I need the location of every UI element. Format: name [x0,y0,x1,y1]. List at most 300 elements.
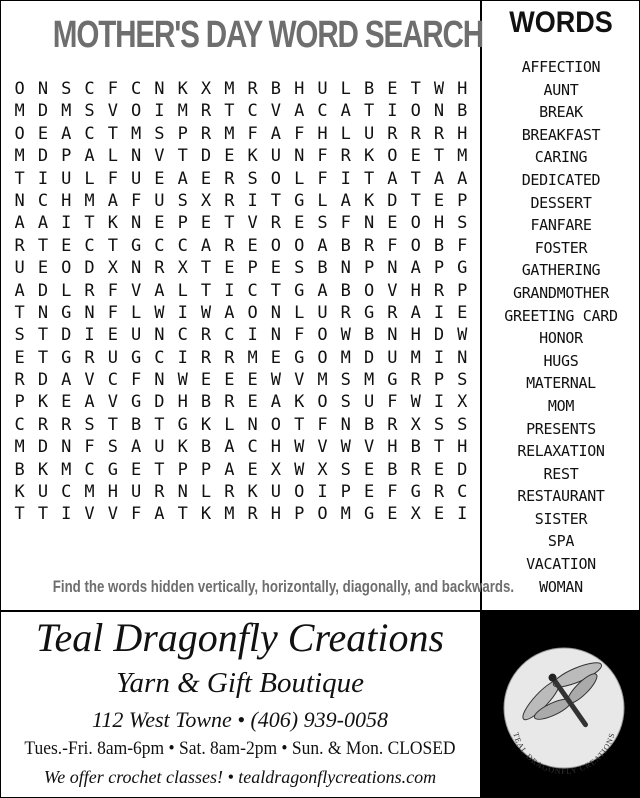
grid-letter: X [317,459,328,480]
grid-letter: M [224,123,235,144]
grid-letter: K [247,482,258,503]
grid-letter: N [84,302,95,323]
grid-letter: M [224,79,235,99]
grid-letter: O [317,392,328,413]
grid-letter: N [270,325,282,346]
grid-letter: E [154,168,165,189]
word-list-item: GATHERING [521,261,601,280]
grid-row [8,369,474,391]
grid-letter: R [340,146,351,167]
grid-letter: A [154,280,165,301]
grid-letter: V [317,437,328,458]
grid-letter: L [131,302,142,323]
grid-letter: E [270,347,282,368]
grid-letter: E [224,258,235,279]
grid-letter: M [247,347,258,368]
grid-letter: R [410,370,421,391]
grid-letter: A [154,504,165,525]
grid-letter: N [387,258,398,279]
grid-letter: A [340,101,351,122]
grid-letter: G [177,414,188,435]
grid-letter: N [61,437,72,458]
grid-letter: N [363,213,375,234]
grid-letter: P [294,504,305,525]
grid-letter: G [363,504,375,525]
grid-letter: E [433,459,445,480]
word-list-item: DEDICATED [521,170,601,189]
grid-letter: A [317,280,328,301]
grid-letter: O [270,235,282,256]
grid-letter: N [154,79,165,99]
grid-letter: O [270,168,282,189]
grid-letter: B [131,414,142,435]
grid-letter: D [37,370,49,391]
grid-letter: P [363,258,375,279]
grid-letter: D [200,146,212,167]
grid-letter: O [387,146,398,167]
grid-letter: I [154,101,165,122]
word-list-item: GREETING CARD [504,306,618,325]
grid-letter: T [270,280,282,301]
grid-letter: N [131,213,142,234]
grid-letter: P [200,459,212,480]
grid-letter: R [200,325,212,346]
grid-letter: D [61,325,72,346]
word-list-item: GRANDMOTHER [512,283,610,302]
grid-letter: V [131,280,142,301]
grid-row [8,436,474,458]
grid-letter: S [107,437,118,458]
grid-letter: M [84,190,95,211]
grid-letter: V [84,370,95,391]
grid-letter: G [131,392,142,413]
grid-letter: T [37,504,49,525]
grid-letter: U [270,146,282,167]
grid-letter: K [177,437,188,458]
grid-letter: S [154,123,165,144]
grid-letter: V [270,101,282,122]
grid-letter: T [154,414,165,435]
grid-letter: T [200,280,212,301]
grid-letter: F [131,370,142,391]
grid-letter: A [317,235,328,256]
grid-letter: K [107,213,118,234]
word-list-item: FOSTER [534,238,588,257]
grid-letter: D [363,347,375,368]
grid-letter: T [410,79,421,99]
grid-row [8,78,474,100]
grid-letter: P [457,280,468,301]
grid-row [8,212,474,234]
grid-letter: E [247,370,258,391]
grid-letter: P [177,123,188,144]
grid-letter: L [317,190,328,211]
grid-letter: P [61,146,72,167]
grid-letter: O [363,280,375,301]
grid-letter: T [270,190,282,211]
grid-letter: F [387,235,398,256]
grid-letter: H [270,437,282,458]
grid-letter: T [363,168,375,189]
grid-letter: N [433,101,445,122]
grid-letter: N [14,190,25,211]
grid-letter: T [84,213,95,234]
grid-letter: E [363,482,375,503]
grid-letter: I [317,482,328,503]
grid-letter: L [200,482,212,503]
instructions-text: Find the words hidden vertically, horizontally, diagonally, and backwards. [52,577,515,596]
grid-letter: M [14,437,25,458]
grid-letter: C [154,347,165,368]
grid-letter: X [200,190,212,211]
grid-letter: C [317,101,328,122]
word-list-item: AUNT [543,80,579,99]
grid-letter: M [131,123,142,144]
grid-letter: W [340,437,351,458]
grid-letter: N [457,347,468,368]
grid-letter: W [177,370,188,391]
grid-letter: W [154,302,165,323]
grid-letter: O [294,235,305,256]
grid-letter: U [131,168,142,189]
grid-letter: X [177,258,188,279]
grid-letter: R [410,123,421,144]
grid-letter: I [84,325,95,346]
grid-letter: U [317,79,328,99]
grid-letter: B [410,437,421,458]
grid-letter: F [294,325,305,346]
grid-letter: R [224,190,235,211]
grid-row [8,347,474,369]
grid-letter: A [457,168,468,189]
shop-address: 112 West Towne • (406) 939-0058 [92,707,388,732]
grid-letter: C [84,79,95,99]
grid-letter: M [84,482,95,503]
grid-letter: W [433,79,445,99]
grid-letter: F [457,235,468,256]
grid-letter: K [177,79,188,99]
grid-letter: F [387,392,398,413]
grid-letter: W [200,302,212,323]
grid-letter: T [224,213,235,234]
grid-letter: C [37,190,49,211]
grid-letter: U [154,437,165,458]
grid-letter: O [131,101,142,122]
grid-letter: I [457,504,468,525]
grid-row [8,414,474,436]
grid-letter: O [14,123,25,144]
grid-letter: B [363,325,375,346]
grid-letter: A [14,280,25,301]
grid-letter: I [61,213,72,234]
grid-letter: P [340,482,351,503]
grid-letter: E [107,325,118,346]
grid-letter: T [37,325,49,346]
grid-letter: F [84,437,95,458]
grid-letter: R [200,101,212,122]
word-list-item: HONOR [539,329,583,348]
grid-letter: B [200,392,212,413]
word-list-item: FANFARE [530,216,592,235]
grid-letter: C [457,482,468,503]
grid-letter: X [410,504,421,525]
grid-letter: R [84,347,95,368]
grid-letter: E [154,213,165,234]
grid-letter: K [247,146,258,167]
word-list-item: VACATION [526,555,596,574]
grid-letter: K [200,504,212,525]
grid-letter: L [107,146,118,167]
grid-letter: E [433,190,445,211]
grid-letter: O [410,235,421,256]
grid-letter: H [177,392,188,413]
grid-letter: V [154,146,165,167]
grid-letter: S [247,168,258,189]
grid-letter: U [387,347,398,368]
grid-letter: L [294,168,305,189]
grid-letter: L [177,280,188,301]
grid-letter: O [317,325,328,346]
grid-letter: E [457,302,468,323]
grid-letter: A [131,437,142,458]
grid-letter: B [433,235,445,256]
grid-letter: S [457,370,468,391]
grid-letter: B [340,280,351,301]
word-list-item: SPA [547,532,575,551]
grid-letter: H [433,213,445,234]
grid-letter: G [107,459,118,480]
grid-letter: D [457,459,468,480]
grid-letter: O [14,79,25,99]
grid-letter: A [84,146,95,167]
grid-letter: A [107,190,118,211]
grid-letter: A [294,101,305,122]
grid-letter: P [177,459,188,480]
grid-letter: W [294,437,305,458]
grid-letter: T [433,146,445,167]
grid-letter: C [131,79,142,99]
grid-letter: L [340,123,351,144]
grid-letter: G [61,302,72,323]
grid-letter: G [61,347,72,368]
grid-letter: D [387,190,398,211]
grid-letter: X [270,459,282,480]
grid-letter: I [247,325,258,346]
grid-letter: E [200,168,212,189]
grid-letter: N [340,414,351,435]
advertisement [0,612,482,798]
grid-letter: E [131,459,142,480]
grid-letter: C [247,101,258,122]
grid-letter: G [363,302,375,323]
grid-letter: U [363,123,375,144]
grid-letter: A [177,168,188,189]
grid-row [8,459,474,481]
grid-letter: D [37,437,49,458]
grid-letter: T [177,146,188,167]
grid-letter: T [107,123,118,144]
grid-letter: H [410,280,421,301]
grid-letter: H [457,79,468,99]
grid-letter: R [154,258,165,279]
grid-letter: B [270,79,282,99]
grid-row [8,481,474,503]
grid-letter: T [224,101,235,122]
grid-letter: R [340,302,351,323]
grid-letter: R [14,235,25,256]
grid-letter: R [433,123,445,144]
grid-letter: T [107,235,118,256]
grid-letter: T [410,190,421,211]
grid-letter: C [107,370,118,391]
grid-letter: T [154,459,165,480]
grid-letter: N [294,146,305,167]
grid-letter: G [294,190,305,211]
grid-letter: E [247,459,258,480]
grid-letter: E [433,504,445,525]
grid-letter: V [84,504,95,525]
grid-letter: F [294,123,305,144]
grid-letter: F [107,302,118,323]
grid-letter: N [37,302,49,323]
grid-letter: R [224,168,235,189]
shop-hours: Tues.-Fri. 8am-6pm • Sat. 8am-2pm • Sun. & Mon. CLOSED [24,738,456,759]
grid-letter: R [247,79,258,99]
grid-row [8,235,474,257]
grid-letter: D [433,325,445,346]
grid-letter: D [37,101,49,122]
grid-letter: I [37,168,49,189]
grid-letter: U [270,482,282,503]
grid-letter: R [84,280,95,301]
grid-letter: O [317,504,328,525]
grid-letter: U [363,392,375,413]
grid-letter: N [131,146,142,167]
grid-letter: C [84,459,95,480]
grid-letter: N [154,325,165,346]
grid-letter: X [457,392,468,413]
grid-letter: R [61,414,72,435]
grid-letter: G [457,258,468,279]
grid-letter: U [131,325,142,346]
word-list-item: MOM [547,396,575,415]
grid-letter: K [363,146,375,167]
grid-letter: M [61,101,72,122]
grid-letter: X [410,414,421,435]
grid-letter: R [200,123,212,144]
grid-letter: U [131,482,142,503]
grid-letter: B [200,437,212,458]
grid-letter: H [457,437,468,458]
grid-letter: M [14,146,25,167]
grid-letter: E [37,123,49,144]
grid-letter: H [387,437,398,458]
grid-letter: L [340,79,351,99]
grid-letter: F [340,213,351,234]
grid-letter: E [387,504,398,525]
grid-letter: U [14,258,25,279]
grid-letter: S [84,414,95,435]
grid-letter: R [433,482,445,503]
grid-letter: E [224,370,235,391]
grid-letter: X [200,79,212,99]
grid-letter: W [457,325,468,346]
grid-letter: F [317,168,328,189]
grid-letter: P [177,213,188,234]
word-list-item: PRESENTS [526,419,596,438]
grid-letter: G [387,370,398,391]
grid-letter: O [247,302,258,323]
grid-letter: T [14,302,25,323]
grid-letter: A [84,392,95,413]
grid-letter: X [107,258,118,279]
grid-letter: W [294,459,305,480]
grid-letter: B [363,414,375,435]
grid-letter: M [410,347,421,368]
grid-letter: S [84,101,95,122]
grid-letter: B [387,459,398,480]
grid-letter: R [37,414,49,435]
grid-letter: F [131,504,142,525]
grid-letter: H [457,123,468,144]
grid-letter: N [177,482,188,503]
grid-letter: B [363,79,375,99]
grid-letter: M [61,459,72,480]
grid-letter: L [224,414,235,435]
word-list-item: CARING [534,148,588,167]
grid-letter: S [177,190,188,211]
grid-letter: G [131,235,142,256]
grid-letter: M [340,504,351,525]
grid-letter: C [177,235,188,256]
grid-letter: A [410,258,421,279]
grid-letter: F [387,482,398,503]
grid-letter: S [14,325,25,346]
grid-letter: C [14,414,25,435]
grid-letter: A [200,235,212,256]
grid-letter: F [317,414,328,435]
word-list-item: RELAXATION [517,442,605,461]
grid-letter: E [387,213,398,234]
grid-letter: O [317,347,328,368]
grid-letter: F [107,168,118,189]
grid-letter: N [247,414,258,435]
grid-letter: A [224,302,235,323]
grid-letter: K [294,392,305,413]
grid-letter: C [61,482,72,503]
grid-letter: S [340,392,351,413]
grid-letter: C [84,235,95,256]
grid-letter: O [410,101,421,122]
grid-letter: S [340,370,351,391]
shop-subtitle: Yarn & Gift Boutique [116,667,364,699]
grid-letter: C [84,123,95,144]
grid-letter: R [387,302,398,323]
grid-letter: O [61,258,72,279]
grid-letter: T [37,347,49,368]
grid-row [8,100,474,122]
grid-letter: P [14,392,25,413]
grid-letter: S [294,258,305,279]
grid-row [8,302,474,324]
grid-letter: N [387,325,398,346]
grid-letter: F [317,146,328,167]
grid-letter: N [154,370,165,391]
grid-row [8,391,474,413]
grid-letter: V [107,504,118,525]
shop-extra-info: We offer crochet classes! • tealdragonflycreations.com [43,767,437,787]
letter-grid [8,78,474,526]
